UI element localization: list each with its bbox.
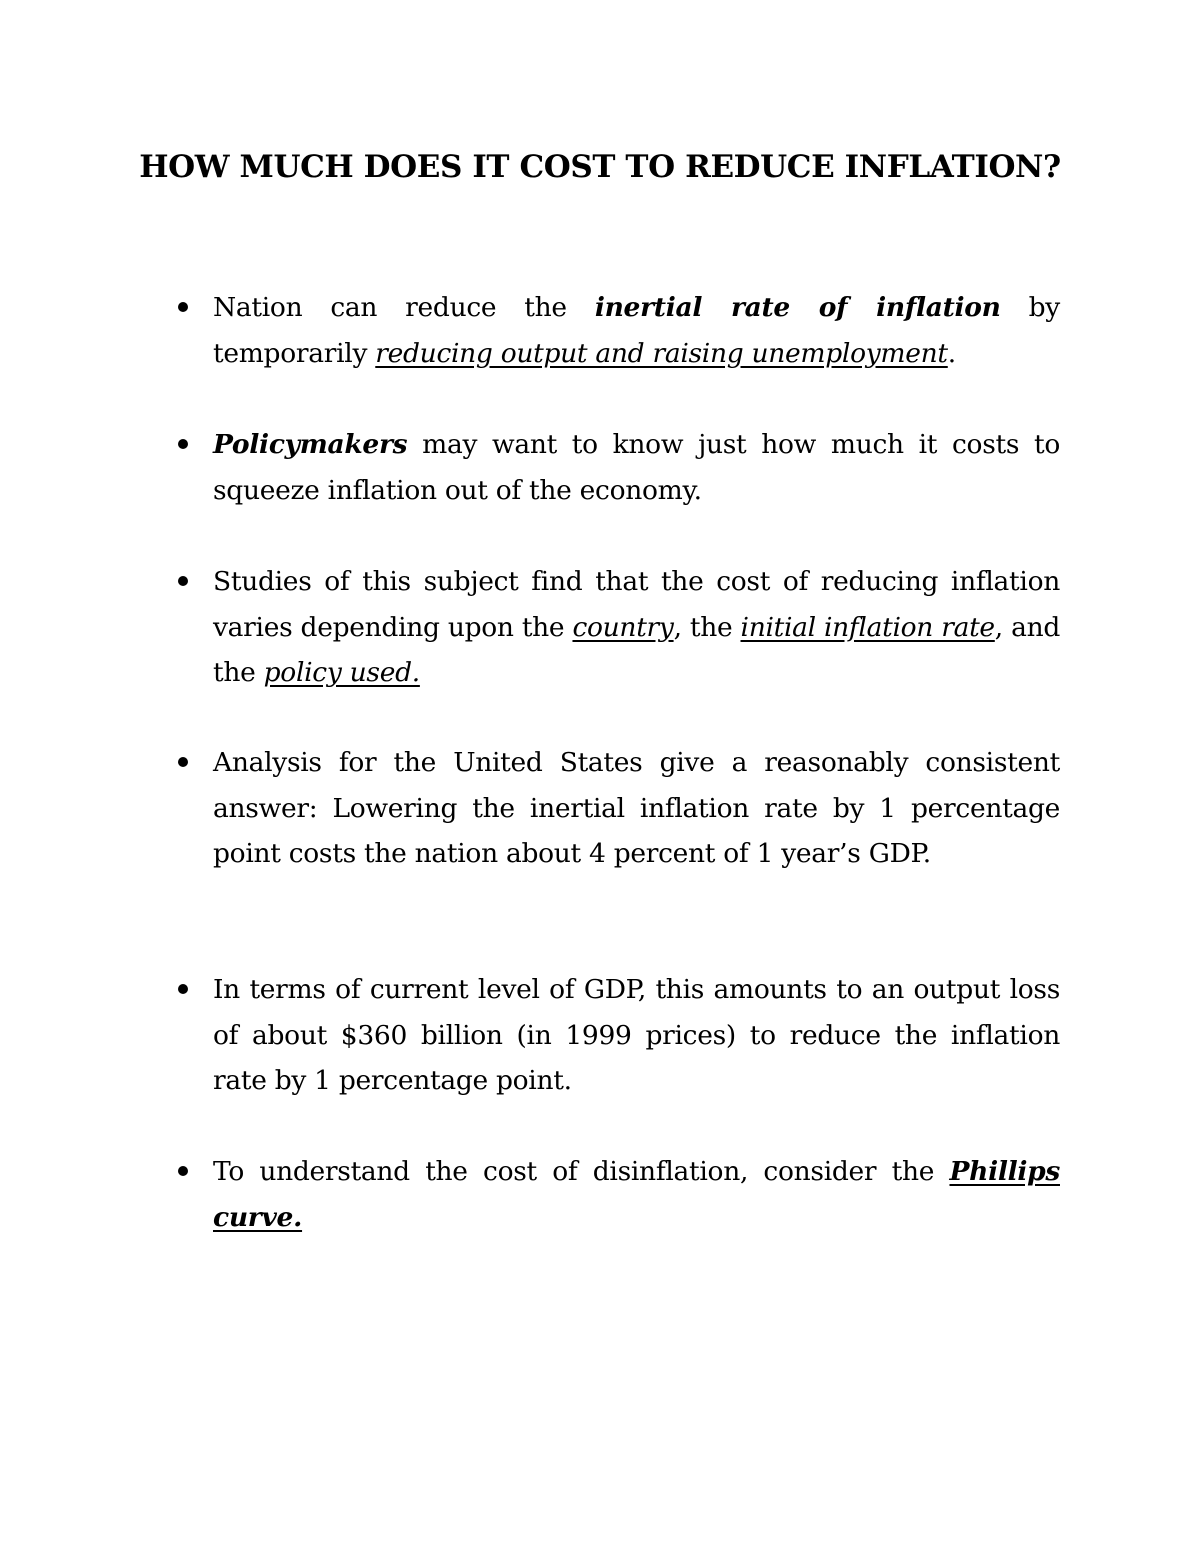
list-item	[170, 740, 1060, 877]
bullet-text	[213, 422, 1060, 513]
bullet-text	[213, 740, 1060, 877]
text-run: Nation can reduce the	[213, 292, 595, 323]
bullet-icon	[178, 302, 188, 312]
list-item	[170, 967, 1060, 1104]
text-run: Studies of this subject find that the cost of reducing inflation varies depending upon the	[213, 566, 1060, 643]
text-run: In terms of current level of GDP, this amounts to an output loss of about $360 billion (in 1999 prices) to reduce the inflation rate by 1 percentage point.	[213, 974, 1060, 1096]
text-run: Analysis for the United States give a reasonably consistent answer: Lowering the inertial inflation rate by 1 percentage point costs the nation about 4 percent of 1 year’s GDP.	[213, 747, 1060, 869]
text-run: .	[947, 337, 956, 369]
list-item	[170, 559, 1060, 696]
text-run: may want to know just how much it costs to squeeze inflation out of the economy.	[213, 429, 1060, 506]
underlined-text: policy used.	[263, 657, 420, 688]
underlined-text: reducing output and raising unemployment	[375, 337, 948, 369]
text-run: , the	[673, 611, 741, 643]
emphasis-text: inertial rate of inflation	[594, 292, 1001, 323]
page-title: HOW MUCH DOES IT COST TO REDUCE INFLATION?	[139, 149, 1061, 185]
bullet-icon	[178, 757, 188, 767]
list-item	[170, 422, 1060, 513]
emphasis-text: Policymakers	[213, 429, 408, 460]
underlined-text: initial inflation rate	[740, 611, 995, 643]
underlined-emphasis-text: Phillips curve.	[213, 1156, 1060, 1233]
bullet-icon	[178, 1166, 188, 1176]
underlined-text: country	[572, 611, 674, 643]
bullet-text	[213, 559, 1060, 696]
bullet-text	[213, 285, 1060, 376]
text-run: by temporarily	[213, 292, 1060, 369]
bullet-icon	[178, 439, 188, 449]
bullet-text	[213, 967, 1060, 1104]
bullet-icon	[178, 576, 188, 586]
bullet-text	[213, 1149, 1060, 1240]
text-run: To understand the cost of disinflation, consider the	[213, 1156, 950, 1187]
list-item	[170, 1149, 1060, 1240]
bullet-icon	[178, 984, 188, 994]
list-item	[170, 285, 1060, 376]
text-run: , and the	[213, 611, 1060, 688]
